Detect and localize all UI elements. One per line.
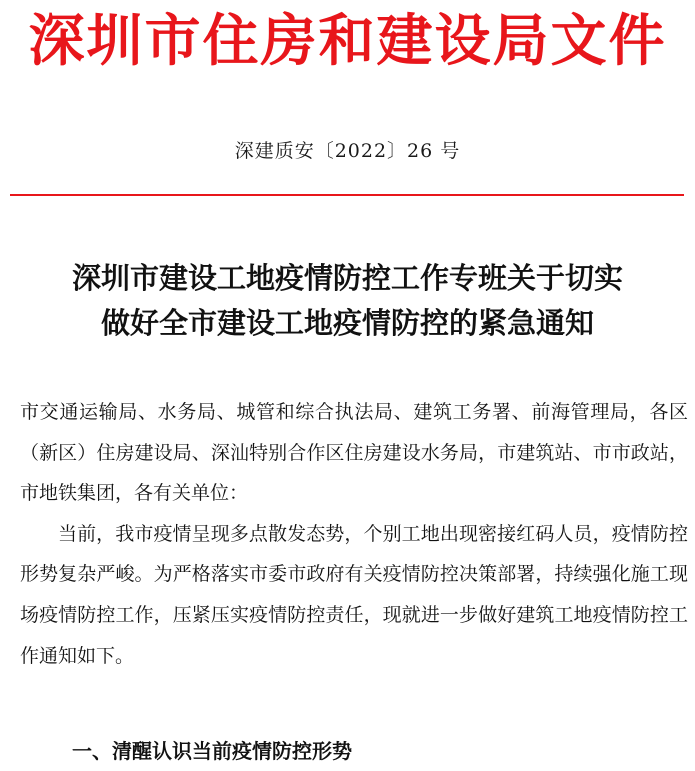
addressee-paragraph: 市交通运输局、水务局、城管和综合执法局、建筑工务署、前海管理局，各区（新区）住房建设局、深汕特别合作区住房建设水务局，市建筑站、市市政站，市地铁集团，各有关单位： — [20, 401, 688, 505]
document-masthead: 深圳市住房和建设局文件 — [28, 8, 667, 74]
title-line-2: 做好全市建设工地疫情防控的紧急通知 — [100, 306, 594, 340]
title-line-1: 深圳市建设工地疫情防控工作专班关于切实 — [71, 261, 623, 295]
body-paragraph: 当前，我市疫情呈现多点散发态势，个别工地出现密接红码人员，疫情防控形势复杂严峻。为严格落实市委市政府有关疫情防控决策部署，持续强化施工现场疫情防控工作，压紧压实疫情防控责任，现就进一步做好建筑工地疫情防控工作通知如下。 — [20, 522, 688, 667]
section-heading-1: 一、清醒认识当前疫情防控形势 — [72, 739, 352, 763]
document-title — [0, 256, 695, 346]
red-separator-line — [10, 194, 684, 196]
document-body — [20, 392, 688, 676]
document-number: 深建质安〔2022〕26 号 — [234, 140, 461, 162]
